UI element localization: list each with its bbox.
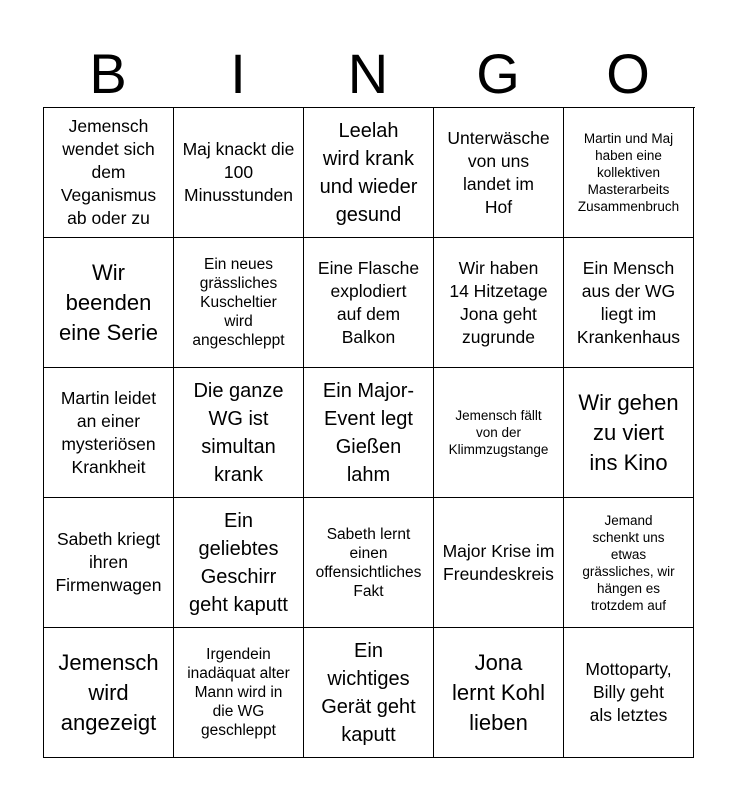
cell-text: Wir gehen zu viert ins Kino: [578, 389, 679, 475]
cell-text: Jemensch wendet sich dem Veganismus ab oder zu: [60, 116, 157, 228]
header-letter-b: B: [89, 42, 127, 105]
bingo-cell[interactable]: [564, 628, 694, 758]
cell-text: Ein geliebtes Geschirr geht kaputt: [189, 509, 288, 616]
bingo-cell[interactable]: [434, 368, 564, 498]
bingo-cell[interactable]: [304, 238, 434, 368]
cell-text: Eine Flasche explodiert auf dem Balkon: [317, 257, 420, 347]
cell-text: Unterwäsche von uns landet im Hof: [447, 127, 550, 217]
cell-text: Jemensch fällt von der Klimmzugstange: [448, 408, 549, 457]
bingo-cell[interactable]: [174, 108, 304, 238]
bingo-cell[interactable]: [44, 368, 174, 498]
cell-text: Martin leidet an einer mysteriösen Krankheit: [60, 387, 157, 477]
cell-text: Irgendein inadäquat alter Mann wird in die WG geschleppt: [187, 646, 290, 739]
cell-text: Major Krise im Freundeskreis: [442, 540, 555, 584]
header-letter-g: G: [476, 42, 520, 105]
cell-text: Maj knackt die 100 Minusstunden: [182, 139, 295, 205]
cell-text: Mottoparty, Billy geht als letztes: [585, 659, 672, 725]
bingo-header: [43, 40, 693, 108]
cell-text: Jona lernt Kohl lieben: [452, 649, 545, 735]
cell-text: Die ganze WG ist simultan krank: [193, 379, 284, 486]
cell-text: Leelah wird krank und wieder gesund: [319, 119, 418, 226]
cell-text: Wir haben 14 Hitzetage Jona geht zugrunde: [449, 257, 548, 347]
cell-text: Sabeth lernt einen offensichtliches Fakt: [315, 525, 422, 600]
header-letter-o: O: [606, 42, 650, 105]
bingo-cell[interactable]: [434, 628, 564, 758]
bingo-cell[interactable]: [564, 368, 694, 498]
cell-text: Ein wichtiges Gerät geht kaputt: [321, 639, 416, 746]
bingo-grid: [43, 107, 695, 758]
bingo-cell[interactable]: [174, 238, 304, 368]
bingo-cell[interactable]: [174, 498, 304, 628]
bingo-cell[interactable]: [564, 498, 694, 628]
bingo-cell[interactable]: [174, 628, 304, 758]
cell-text: Jemensch wird angezeigt: [58, 649, 159, 735]
bingo-cell[interactable]: [44, 108, 174, 238]
header-letter-n: N: [347, 42, 389, 105]
cell-text: Martin und Maj haben eine kollektiven Masterarbeits Zusammenbruch: [577, 131, 680, 214]
cell-text: Wir beenden eine Serie: [58, 259, 159, 345]
bingo-cell[interactable]: [304, 628, 434, 758]
bingo-cell[interactable]: [304, 108, 434, 238]
bingo-cell[interactable]: [304, 368, 434, 498]
bingo-cell[interactable]: [434, 498, 564, 628]
bingo-cell[interactable]: [44, 628, 174, 758]
cell-text: Jemand schenkt uns etwas grässliches, wir hängen es trotzdem auf: [582, 512, 675, 613]
cell-text: Sabeth kriegt ihren Firmenwagen: [55, 529, 162, 595]
bingo-cell[interactable]: [434, 108, 564, 238]
header-letter-i: I: [230, 42, 246, 105]
cell-text: Ein neues grässliches Kuscheltier wird angeschleppt: [192, 256, 285, 349]
bingo-cell[interactable]: [564, 108, 694, 238]
bingo-cell[interactable]: [44, 498, 174, 628]
bingo-cell[interactable]: [564, 238, 694, 368]
bingo-cell[interactable]: [434, 238, 564, 368]
cell-text: Ein Mensch aus der WG liegt im Krankenhaus: [576, 257, 681, 347]
bingo-cell[interactable]: [304, 498, 434, 628]
bingo-cell[interactable]: [44, 238, 174, 368]
bingo-cell[interactable]: [174, 368, 304, 498]
cell-text: Ein Major- Event legt Gießen lahm: [322, 379, 415, 486]
